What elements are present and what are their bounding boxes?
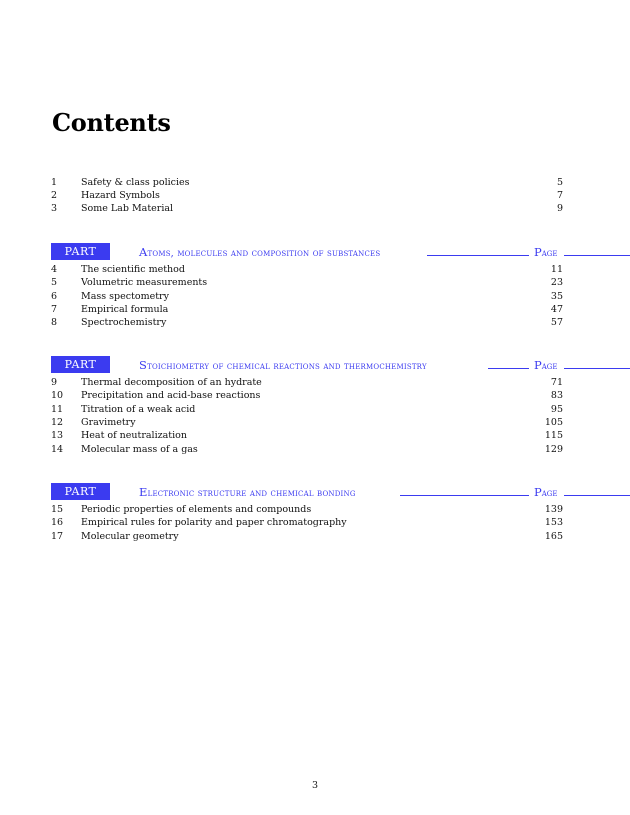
entry-label: Heat of neutralization [81, 430, 187, 441]
leader-rule [488, 368, 529, 369]
entry-page: 47 [550, 304, 563, 315]
toc-entry[interactable] [51, 443, 563, 456]
entry-page: 57 [550, 317, 563, 328]
entry-label: Titration of a weak acid [81, 404, 196, 415]
entry-page: 5 [556, 177, 563, 188]
part-badge: PART [51, 243, 110, 260]
part-title[interactable]: Stoichiometry of chemical reactions and thermochemistry [139, 358, 427, 372]
toc-entry[interactable] [51, 376, 563, 389]
entry-page: 139 [544, 504, 563, 515]
leader-rule [564, 255, 630, 256]
entry-number: 17 [51, 531, 64, 542]
part-heading [51, 243, 630, 260]
entry-label: Empirical rules for polarity and paper chromatography [81, 517, 347, 528]
entry-page: 95 [550, 404, 563, 415]
part-badge: PART [51, 356, 110, 373]
entry-number: 7 [51, 304, 58, 315]
entry-label: Gravimetry [81, 417, 136, 428]
entry-label: Volumetric measurements [81, 277, 208, 288]
entry-label: Empirical formula [81, 304, 169, 315]
leader-rule [564, 368, 630, 369]
entry-label: Molecular geometry [81, 531, 179, 542]
entry-number: 6 [51, 291, 58, 302]
entry-number: 15 [51, 504, 64, 515]
entry-page: 23 [550, 277, 563, 288]
toc-entry[interactable] [51, 176, 563, 189]
toc-entry[interactable] [51, 530, 563, 543]
part-title[interactable]: Atoms, molecules and composition of substances [139, 245, 381, 259]
toc-entry[interactable] [51, 290, 563, 303]
entry-number: 16 [51, 517, 64, 528]
entry-number: 3 [51, 203, 58, 214]
entry-number: 12 [51, 417, 64, 428]
entry-label: Thermal decomposition of an hydrate [81, 377, 262, 388]
leader-rule [427, 255, 529, 256]
entry-number: 14 [51, 444, 64, 455]
entry-page: 153 [544, 517, 563, 528]
page-column-header: Page [534, 245, 558, 259]
entry-page: 115 [544, 430, 563, 441]
entry-label: Precipitation and acid-base reactions [81, 390, 261, 401]
page-column-header: Page [534, 485, 558, 499]
entry-page: 9 [556, 203, 563, 214]
entry-number: 4 [51, 264, 58, 275]
page-column-header: Page [534, 358, 558, 372]
toc-entry[interactable] [51, 263, 563, 276]
entry-label: Molecular mass of a gas [81, 444, 198, 455]
toc-entry[interactable] [51, 516, 563, 529]
toc-entry[interactable] [51, 389, 563, 402]
leader-rule [400, 495, 529, 496]
entry-number: 11 [51, 404, 64, 415]
entry-number: 9 [51, 377, 58, 388]
part-heading [51, 356, 630, 373]
toc-entry[interactable] [51, 429, 563, 442]
part-badge: PART [51, 483, 110, 500]
part-title[interactable]: Electronic structure and chemical bonding [139, 485, 356, 499]
leader-rule [564, 495, 630, 496]
entry-page: 35 [550, 291, 563, 302]
toc-entry[interactable] [51, 276, 563, 289]
part-heading [51, 483, 630, 500]
entry-page: 165 [544, 531, 563, 542]
toc-entry[interactable] [51, 316, 563, 329]
entry-label: Safety & class policies [81, 177, 190, 188]
entry-page: 105 [544, 417, 563, 428]
toc-entry[interactable] [51, 303, 563, 316]
entry-label: Hazard Symbols [81, 190, 160, 201]
entry-number: 5 [51, 277, 58, 288]
entry-page: 83 [550, 390, 563, 401]
entry-number: 10 [51, 390, 64, 401]
entry-number: 13 [51, 430, 64, 441]
entry-label: The scientific method [81, 264, 185, 275]
entry-number: 8 [51, 317, 58, 328]
toc-entry[interactable] [51, 189, 563, 202]
entry-label: Some Lab Material [81, 203, 174, 214]
entry-page: 129 [544, 444, 563, 455]
toc-entry[interactable] [51, 403, 563, 416]
entry-label: Spectrochemistry [81, 317, 167, 328]
entry-label: Mass spectometry [81, 291, 169, 302]
entry-page: 11 [550, 264, 563, 275]
entry-label: Periodic properties of elements and compounds [81, 504, 312, 515]
toc-entry[interactable] [51, 503, 563, 516]
entry-page: 7 [556, 190, 563, 201]
entry-number: 2 [51, 190, 58, 201]
page-title: Contents [52, 108, 171, 137]
entry-page: 71 [550, 377, 563, 388]
toc-entry[interactable] [51, 202, 563, 215]
entry-number: 1 [51, 177, 58, 188]
toc-entry[interactable] [51, 416, 563, 429]
page-number: 3 [311, 780, 319, 791]
